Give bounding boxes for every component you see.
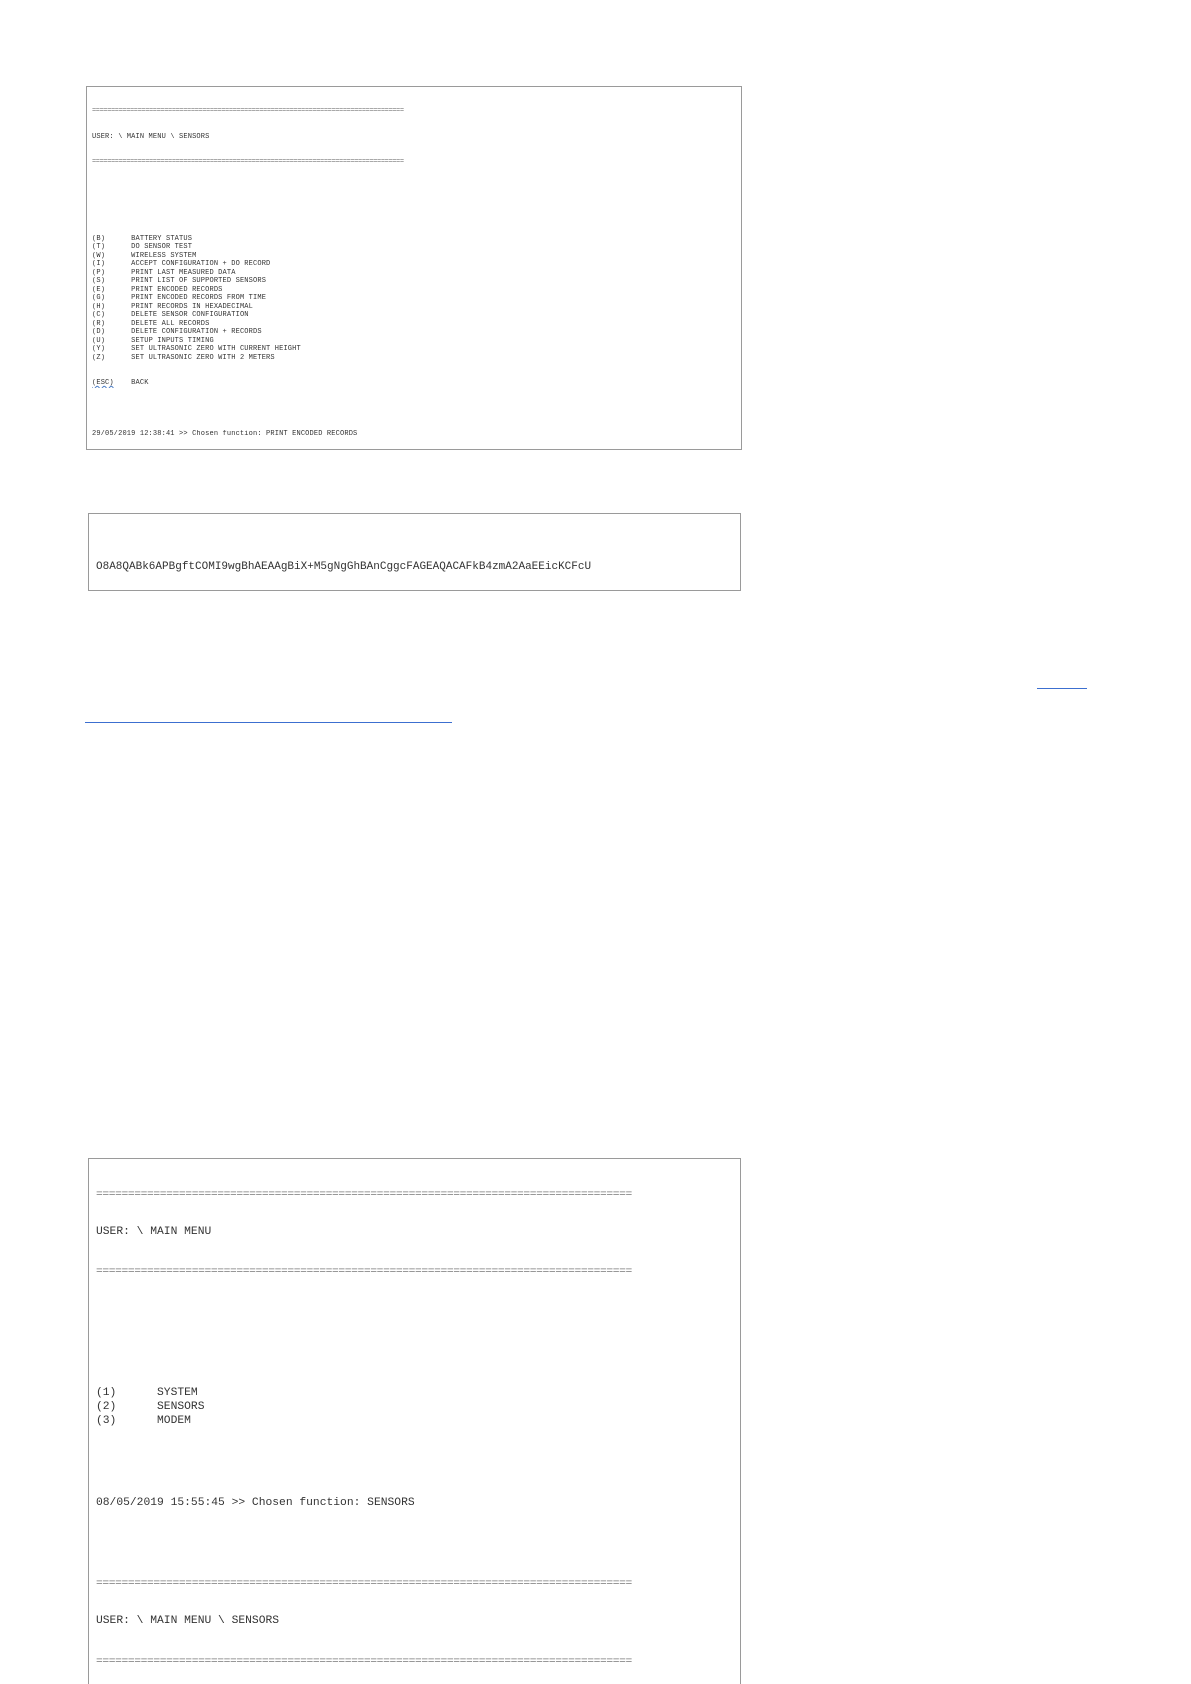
hyperlink-underline	[85, 722, 452, 723]
menu-item-label: PRINT ENCODED RECORDS FROM TIME	[131, 294, 267, 302]
menu-item-key: (P)	[92, 268, 106, 277]
menu-item-label: PRINT LAST MEASURED DATA	[131, 268, 236, 277]
separator-line: ====================================================================================	[96, 1579, 632, 1588]
menu-item-label: DO SENSOR TEST	[131, 243, 193, 251]
menu-item-label: SENSORS	[157, 1401, 205, 1413]
menu-item-key: (Y)	[92, 345, 106, 353]
hyperlink-underline	[1037, 688, 1087, 689]
menu-item-label: PRINT RECORDS IN HEXADECIMAL	[131, 302, 253, 311]
menu-item	[92, 277, 736, 286]
main-menu-list	[96, 1387, 733, 1428]
menu-item-label: BACK	[131, 379, 149, 387]
menu-item-key: (G)	[92, 294, 106, 302]
menu-item	[92, 235, 736, 244]
menu-item-key: (S)	[92, 277, 106, 285]
menu-item-label: PRINT LIST OF SUPPORTED SENSORS	[131, 277, 267, 285]
menu-item	[92, 337, 736, 346]
menu-item	[92, 379, 736, 388]
menu-item	[92, 243, 736, 252]
menu-item-key: (T)	[92, 243, 106, 251]
separator-line: ====================================================================================	[96, 1656, 632, 1667]
menu-path-title: USER: \ MAIN MENU \ SENSORS	[96, 1615, 280, 1628]
menu-item-key: (I)	[92, 260, 106, 268]
menu-item-label: ACCEPT CONFIGURATION + DO RECORD	[131, 260, 271, 268]
menu-item-label: SYSTEM	[157, 1387, 198, 1400]
menu-item-key: (2)	[96, 1401, 117, 1413]
menu-item-key: (W)	[92, 251, 106, 260]
menu-item-key: (U)	[92, 336, 106, 345]
menu-item-label: SETUP INPUTS TIMING	[131, 336, 214, 345]
terminal-screenshot-encoded-records	[86, 86, 742, 450]
menu-item-label: MODEM	[157, 1414, 191, 1427]
menu-item	[92, 294, 736, 303]
sensors-menu-list	[92, 235, 736, 363]
menu-item-label: DELETE SENSOR CONFIGURATION	[131, 311, 249, 319]
menu-item-label: WIRELESS SYSTEM	[131, 251, 197, 260]
status-line: 29/05/2019 12:38:41 >> Chosen function: PRINT ENCODED RECORDS	[92, 430, 358, 438]
status-line: 08/05/2019 15:55:45 >> Chosen function: SENSORS	[96, 1497, 415, 1510]
esc-key: (ESC)	[92, 379, 114, 387]
terminal-screenshot-main-menu	[88, 1158, 741, 1684]
menu-item-label: PRINT ENCODED RECORDS	[131, 285, 223, 294]
menu-item	[96, 1387, 733, 1401]
separator-line: ==================================================================================	[92, 158, 404, 166]
menu-item	[92, 320, 736, 329]
menu-item-label: DELETE ALL RECORDS	[131, 319, 210, 328]
encoded-record-line: O8A8QABk6APBgftCOMI9wgBhAEAAgBiX+M5gNgGhBAnCggcFAGEAQACAFkB4zmA2AaEEicKCFcU	[96, 561, 592, 573]
menu-item	[96, 1415, 733, 1429]
menu-item	[92, 311, 736, 320]
separator-line: ====================================================================================	[96, 1267, 632, 1278]
menu-item	[92, 303, 736, 312]
menu-item-key: (D)	[92, 328, 106, 336]
menu-item	[92, 354, 736, 363]
menu-item-key: (B)	[92, 234, 106, 243]
menu-item	[92, 269, 736, 278]
menu-item-label: SET ULTRASONIC ZERO WITH 2 METERS	[131, 353, 275, 362]
menu-item-key: (3)	[96, 1414, 117, 1427]
menu-item	[92, 260, 736, 269]
menu-item-key: (C)	[92, 311, 106, 319]
terminal-screenshot-tail	[88, 513, 741, 591]
menu-item-label: SET ULTRASONIC ZERO WITH CURRENT HEIGHT	[131, 345, 301, 353]
menu-path-title: USER: \ MAIN MENU \ SENSORS	[92, 132, 210, 141]
menu-item-key: (E)	[92, 285, 106, 294]
menu-item	[92, 328, 736, 337]
menu-item	[92, 252, 736, 261]
menu-item-key: (1)	[96, 1387, 117, 1400]
separator-line: ====================================================================================	[96, 1190, 632, 1199]
separator-line: ==================================================================================	[92, 107, 404, 115]
menu-item	[92, 345, 736, 354]
menu-path-title: USER: \ MAIN MENU	[96, 1226, 212, 1238]
menu-item	[92, 286, 736, 295]
menu-item-key: (R)	[92, 319, 106, 328]
menu-item-label: BATTERY STATUS	[131, 234, 193, 243]
menu-item	[96, 1401, 733, 1415]
menu-item-key: (H)	[92, 302, 106, 311]
menu-item-label: DELETE CONFIGURATION + RECORDS	[131, 328, 262, 336]
menu-item-key: (Z)	[92, 353, 106, 362]
